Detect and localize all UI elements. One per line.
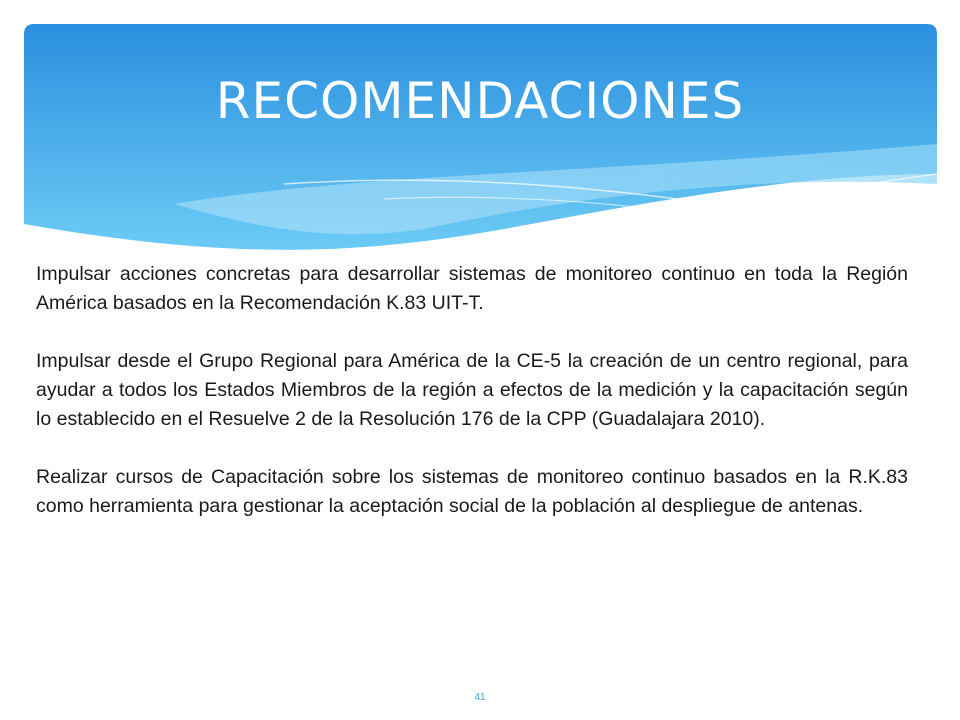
slide-title: RECOMENDACIONES [215, 72, 745, 130]
wave-background [24, 24, 937, 254]
page-number: 41 [474, 692, 486, 703]
recommendation-paragraph-3: Realizar cursos de Capacitación sobre los sistemas de monitoreo continuo basados en la R.K.83 como herramienta para gestionar la aceptación social de la población al despliegue de antenas. [36, 466, 908, 517]
recommendation-paragraph-1: Impulsar acciones concretas para desarrollar sistemas de monitoreo continuo en toda la Región América basados en la Recomendación K.83 UIT-T. [36, 263, 908, 314]
recommendation-paragraph-2: Impulsar desde el Grupo Regional para América de la CE-5 la creación de un centro regional, para ayudar a todos los Estados Miembros de la región a efectos de la medición y la capacitación según lo establecido en el Resuelve 2 de la Resolución 176 de la CPP (Guadalajara 2010). [36, 350, 908, 430]
slide-body [36, 260, 908, 550]
header-banner [24, 24, 937, 254]
